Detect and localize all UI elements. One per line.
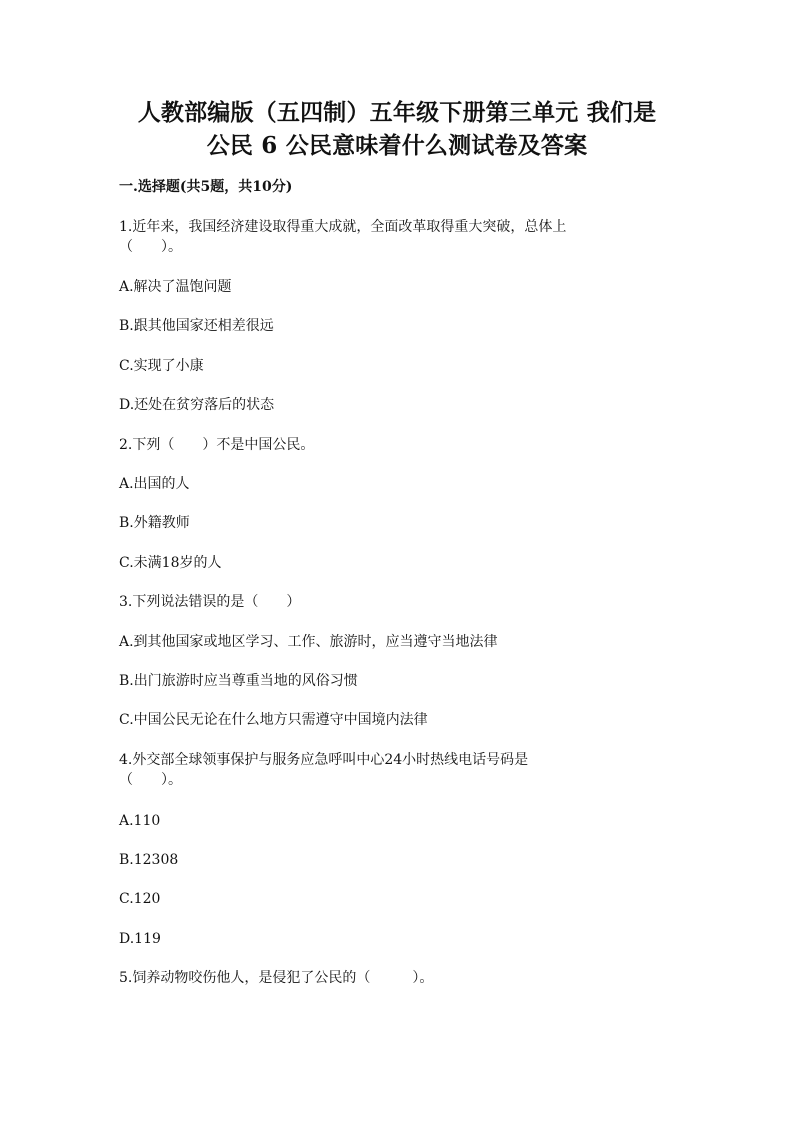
question-3-option-b: B.出门旅游时应当尊重当地的风俗习惯 [119, 673, 358, 689]
question-5-stem: 5.饲养动物咬伤他人，是侵犯了公民的（ ）。 [119, 970, 434, 986]
question-4-stem-continued: （ ）。 [119, 772, 182, 788]
question-4-option-b: B.12308 [119, 852, 179, 868]
question-4-option-c: C.120 [119, 891, 161, 907]
question-1-stem: 1.近年来，我国经济建设取得重大成就，全面改革取得重大突破，总体上 [119, 219, 567, 235]
question-2-option-c: C.未满18岁的人 [119, 555, 222, 571]
question-1-option-a: A.解决了温饱问题 [119, 279, 232, 295]
section-heading: 一.选择题(共5题，共10分) [119, 179, 293, 195]
question-4-option-a: A.110 [119, 813, 161, 829]
question-3-option-c: C.中国公民无论在什么地方只需遵守中国境内法律 [119, 712, 428, 728]
question-2-option-a: A.出国的人 [119, 476, 190, 492]
question-3-stem: 3.下列说法错误的是（ ） [119, 594, 301, 610]
question-1-option-c: C.实现了小康 [119, 358, 204, 374]
document-title-line-2: 公民 6 公民意味着什么测试卷及答案 [206, 132, 588, 159]
question-1-stem-continued: （ ）。 [119, 239, 182, 255]
question-3-option-a: A.到其他国家或地区学习、工作、旅游时，应当遵守当地法律 [119, 634, 498, 650]
question-4-option-d: D.119 [119, 931, 161, 947]
document-title-line-1: 人教部编版（五四制）五年级下册第三单元 我们是 [137, 99, 657, 126]
question-2-stem: 2.下列（ ）不是中国公民。 [119, 437, 315, 453]
question-4-stem: 4.外交部全球领事保护与服务应急呼叫中心24小时热线电话号码是 [119, 752, 529, 768]
question-1-option-d: D.还处在贫穷落后的状态 [119, 397, 275, 413]
question-2-option-b: B.外籍教师 [119, 515, 190, 531]
question-1-option-b: B.跟其他国家还相差很远 [119, 318, 274, 334]
